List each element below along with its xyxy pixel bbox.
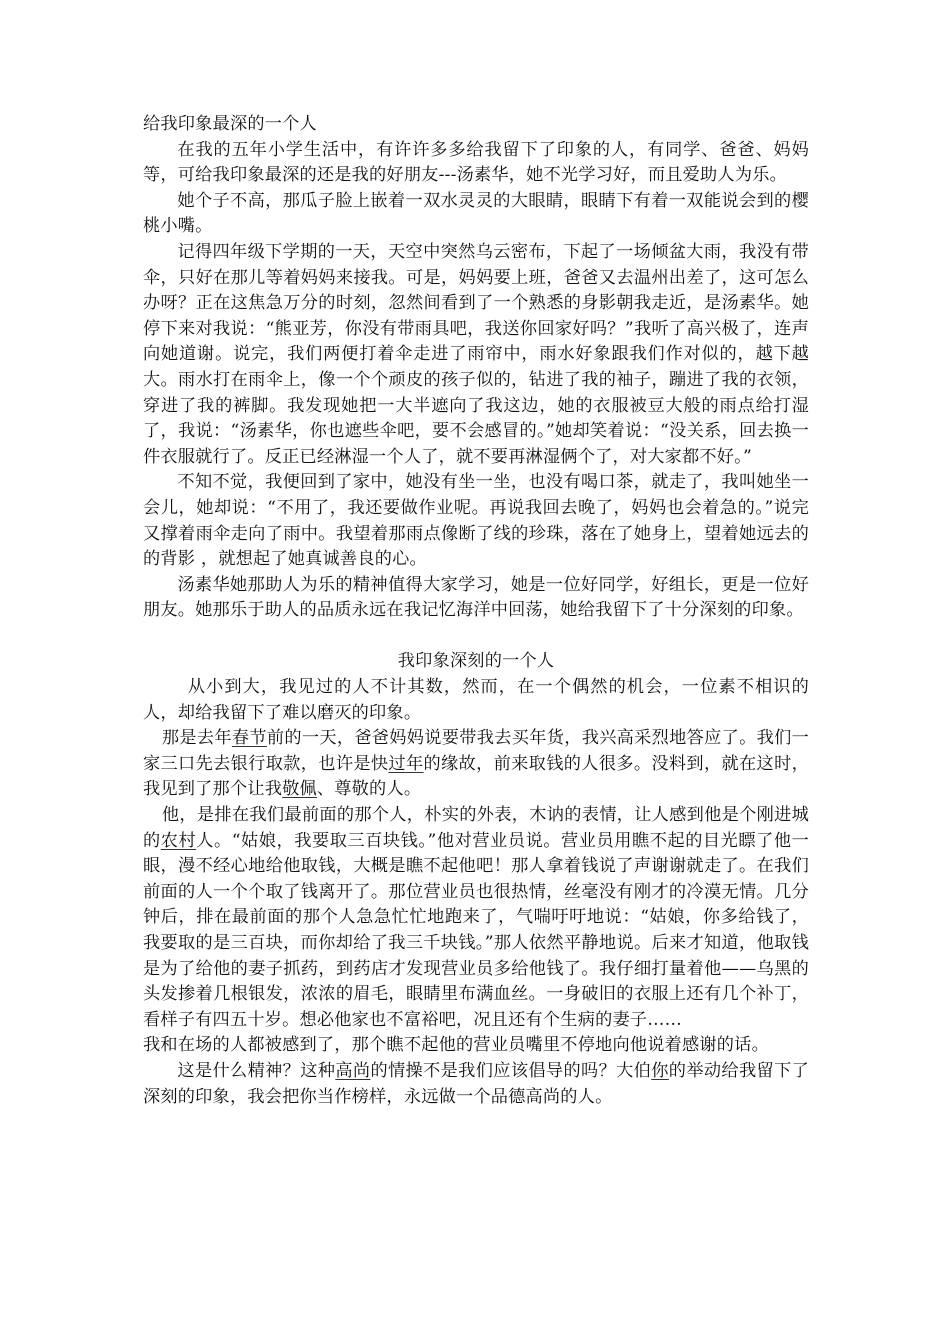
essay2-title: 我印象深刻的一个人	[397, 651, 555, 672]
essay1-paragraph: 她个子不高，那瓜子脸上嵌着一双水灵灵的大眼睛，眼睛下有着一双能说会到的樱桃小嘴。	[143, 190, 809, 237]
document-page	[143, 112, 809, 1110]
text-run: 的情操不是我们应该倡导的吗？大伯	[370, 1060, 652, 1081]
text-run: 这是什么精神？这种	[177, 1060, 336, 1081]
essay2-paragraph: 从小到大，我见过的人不计其数，然而，在一个偶然的机会，一位素不相识的人，却给我留下了难以磨灭的印象。	[143, 677, 809, 723]
essay1-paragraph: 汤素华她那助人为乐的精神值得大家学习，她是一位好同学，好组长，更是一位好朋友。她那乐于助人的品质永远在我记忆海洋中回荡，她给我留下了十分深刻的印象。	[143, 574, 809, 621]
text-run: 、尊敬的人。	[316, 779, 422, 800]
underlined-word: 敬佩	[282, 779, 317, 800]
essay1-title: 给我印象最深的一个人	[143, 114, 317, 134]
text-run: 人。“姑娘，我要取三百块钱。”他对营业员说。营业员用瞧不起的目光瞟了他一眼，漫不经心地给他取钱，大概是瞧不起他吧！那人拿着钱说了声谢谢就走了。在我们前面的人一个个取了钱离开了。那位营业员也很热情，丝毫没有刚才的冷漠无情。几分钟后，排在最前面的那个人急急忙忙地跑来了，气喘吁吁地说：“姑娘，你多给钱了，我要取的是三百块，而你却给了我三千块钱。”那人依然平静地说。后来才知道，他取钱是为了给他的妻子抓药，到药店才发现营业员多给他钱了。我仔细打量着他——乌黑的头发掺着几根银发，浓浓的眉毛，眼睛里布满血丝。一身破旧的衣服上还有几个补丁，看样子有四五十岁。想必他家也不富裕吧，况且还有个生病的妻子……	[143, 830, 810, 1030]
essay1-paragraph: 记得四年级下学期的一天，天空中突然乌云密布，下起了一场倾盆大雨，我没有带伞，只好在那儿等着妈妈来接我。可是，妈妈要上班，爸爸又去温州出差了，这可怎么办呀？正在这焦急万分的时刻，忽然间看到了一个熟悉的身影朝我走近，是汤素华。她停下来对我说：“熊亚芳，你没有带雨具吧，我送你回家好吗？”我听了高兴极了，连声向她道谢。说完，我们两便打着伞走进了雨帘中，雨水好象跟我们作对似的，越下越大。雨水打在雨伞上，像一个个顽皮的孩子似的，钻进了我的袖子，蹦进了我的衣领，穿进了我的裤脚。我发现她把一大半遮向了我这边，她的衣服被豆大般的雨点给打湿了，我说：“汤素华，你也遮些伞吧，要不会感冒的。”她却笑着说：“没关系，回去换一件衣服就行了。反正已经淋湿一个人了，就不要再淋湿俩个了，对大家都不好。”	[143, 241, 809, 467]
essay2-paragraph	[143, 803, 809, 1033]
essay2-paragraph	[143, 1059, 809, 1110]
text-run: 前的一天，爸爸妈妈说要带我去买年货，我兴高采烈地答应了。我们一家三口先去银行取款，也许是快	[143, 728, 809, 774]
text-run: 的举动给我留下了深刻的印象，我会把你当作榜样，永远做一个品德高尚的人。	[143, 1060, 810, 1107]
essay1-paragraph: 在我的五年小学生活中，有许许多多给我留下了印象的人，有同学、爸爸、妈妈等，可给我印象最深的还是我的好朋友---汤素华，她不光学习好，而且爱助人为乐。	[143, 139, 809, 186]
text-run: 的缘故，前来取钱的人很多。没料到，就在这时，我见到了那个让我	[143, 753, 809, 800]
underlined-word: 过年	[388, 753, 424, 774]
essay2-paragraph: 我和在场的人都被感到了，那个瞧不起他的营业员嘴里不停地向他说着感谢的话。	[143, 1035, 769, 1056]
section-spacer	[143, 624, 809, 650]
essay1-paragraph: 不知不觉，我便回到了家中，她没有坐一坐，也没有喝口茶，就走了，我叫她坐一会儿，她却说：“不用了，我还要做作业呢。再说我回去晚了，妈妈也会着急的。”说完又撑着雨伞走向了雨中。我望着那雨点像断了线的珍珠，落在了她身上，望着她远去的的背影 ，就想起了她真诚善良的心。	[143, 472, 809, 570]
text-run: 那是去年	[161, 728, 232, 749]
underlined-word: 春节	[231, 728, 267, 749]
underlined-word: 农村	[160, 830, 197, 851]
text-run: 他，是排在我们最前面的那个人，朴实的外表，木讷的表情，让人感到他是个刚进城的	[143, 805, 809, 851]
essay2-paragraph	[143, 726, 809, 803]
underlined-word: 你	[651, 1060, 669, 1081]
underlined-word: 高尚	[335, 1060, 371, 1081]
